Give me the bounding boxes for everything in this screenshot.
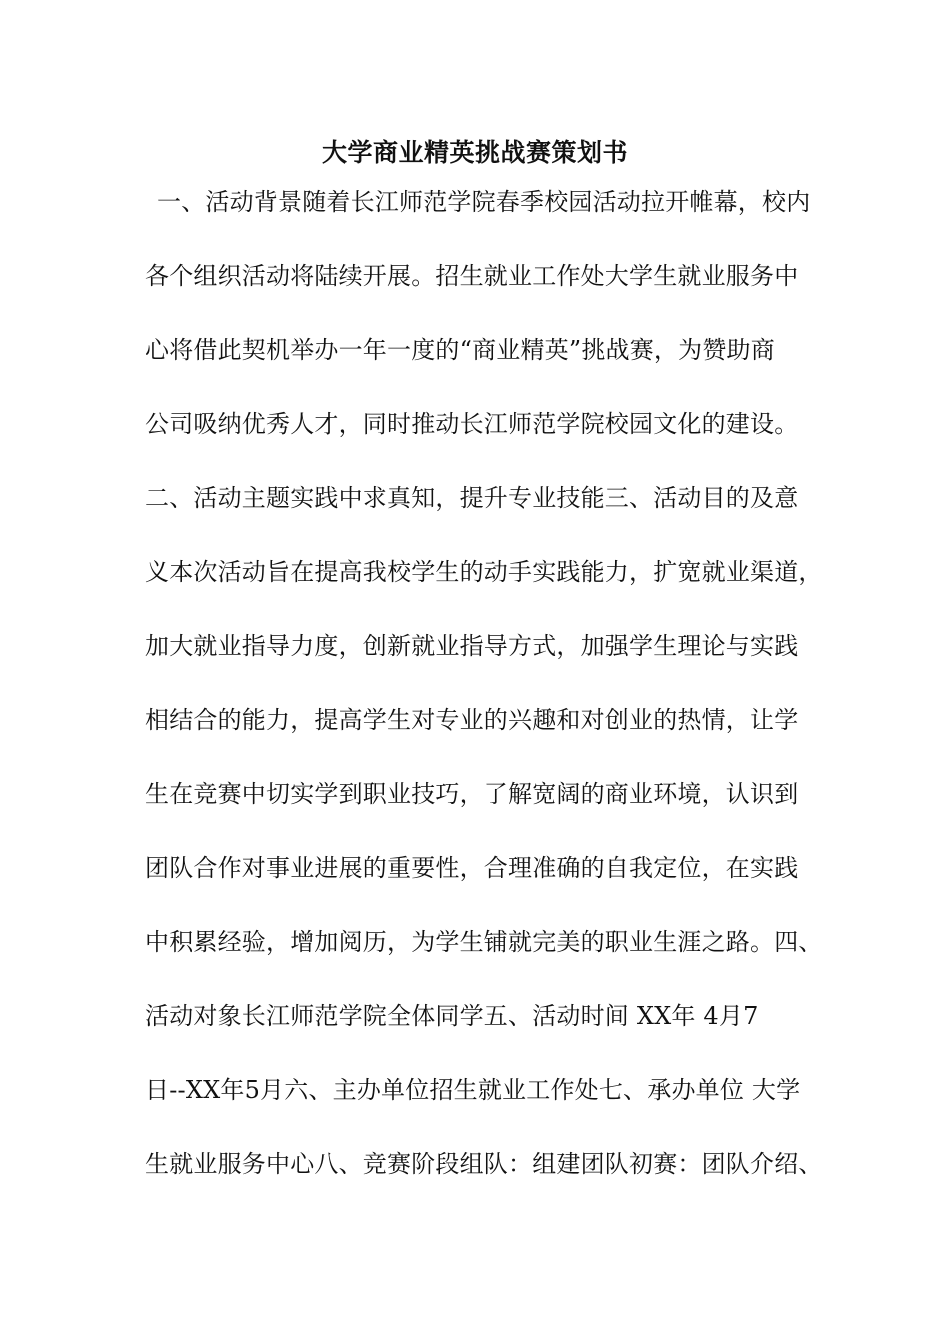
- body-line-8: 相结合的能力，提高学生对专业的兴趣和对创业的热情，让学: [145, 706, 799, 734]
- body-line-4: 公司吸纳优秀人才，同时推动长江师范学院校园文化的建设。: [145, 410, 799, 438]
- document-title: 大学商业精英挑战赛策划书: [321, 138, 628, 167]
- body-line-13: 日--XX年5月六、主办单位招生就业工作处七、承办单位 大学: [145, 1076, 801, 1104]
- body-line-6: 义本次活动旨在提高我校学生的动手实践能力，扩宽就业渠道，: [145, 558, 823, 586]
- body-line-12: 活动对象长江师范学院全体同学五、活动时间 XX年 4月7: [145, 1002, 759, 1030]
- body-line-7: 加大就业指导力度，创新就业指导方式，加强学生理论与实践: [145, 632, 799, 660]
- body-line-1: 一、活动背景随着长江师范学院春季校园活动拉开帷幕，校内: [157, 188, 811, 216]
- body-line-3: 心将借此契机举办一年一度的“商业精英”挑战赛，为赞助商: [145, 336, 775, 364]
- body-line-11: 中积累经验，增加阅历，为学生铺就完美的职业生涯之路。四、: [145, 928, 823, 956]
- body-line-9: 生在竞赛中切实学到职业技巧，了解宽阔的商业环境，认识到: [145, 780, 799, 808]
- body-line-14: 生就业服务中心八、竞赛阶段组队：组建团队初赛：团队介绍、: [145, 1150, 823, 1178]
- document-body: [145, 182, 835, 1218]
- body-line-10: 团队合作对事业进展的重要性，合理准确的自我定位，在实践: [145, 854, 799, 882]
- body-line-5: 二、活动主题实践中求真知，提升专业技能三、活动目的及意: [145, 484, 799, 512]
- body-line-2: 各个组织活动将陆续开展。招生就业工作处大学生就业服务中: [145, 262, 799, 290]
